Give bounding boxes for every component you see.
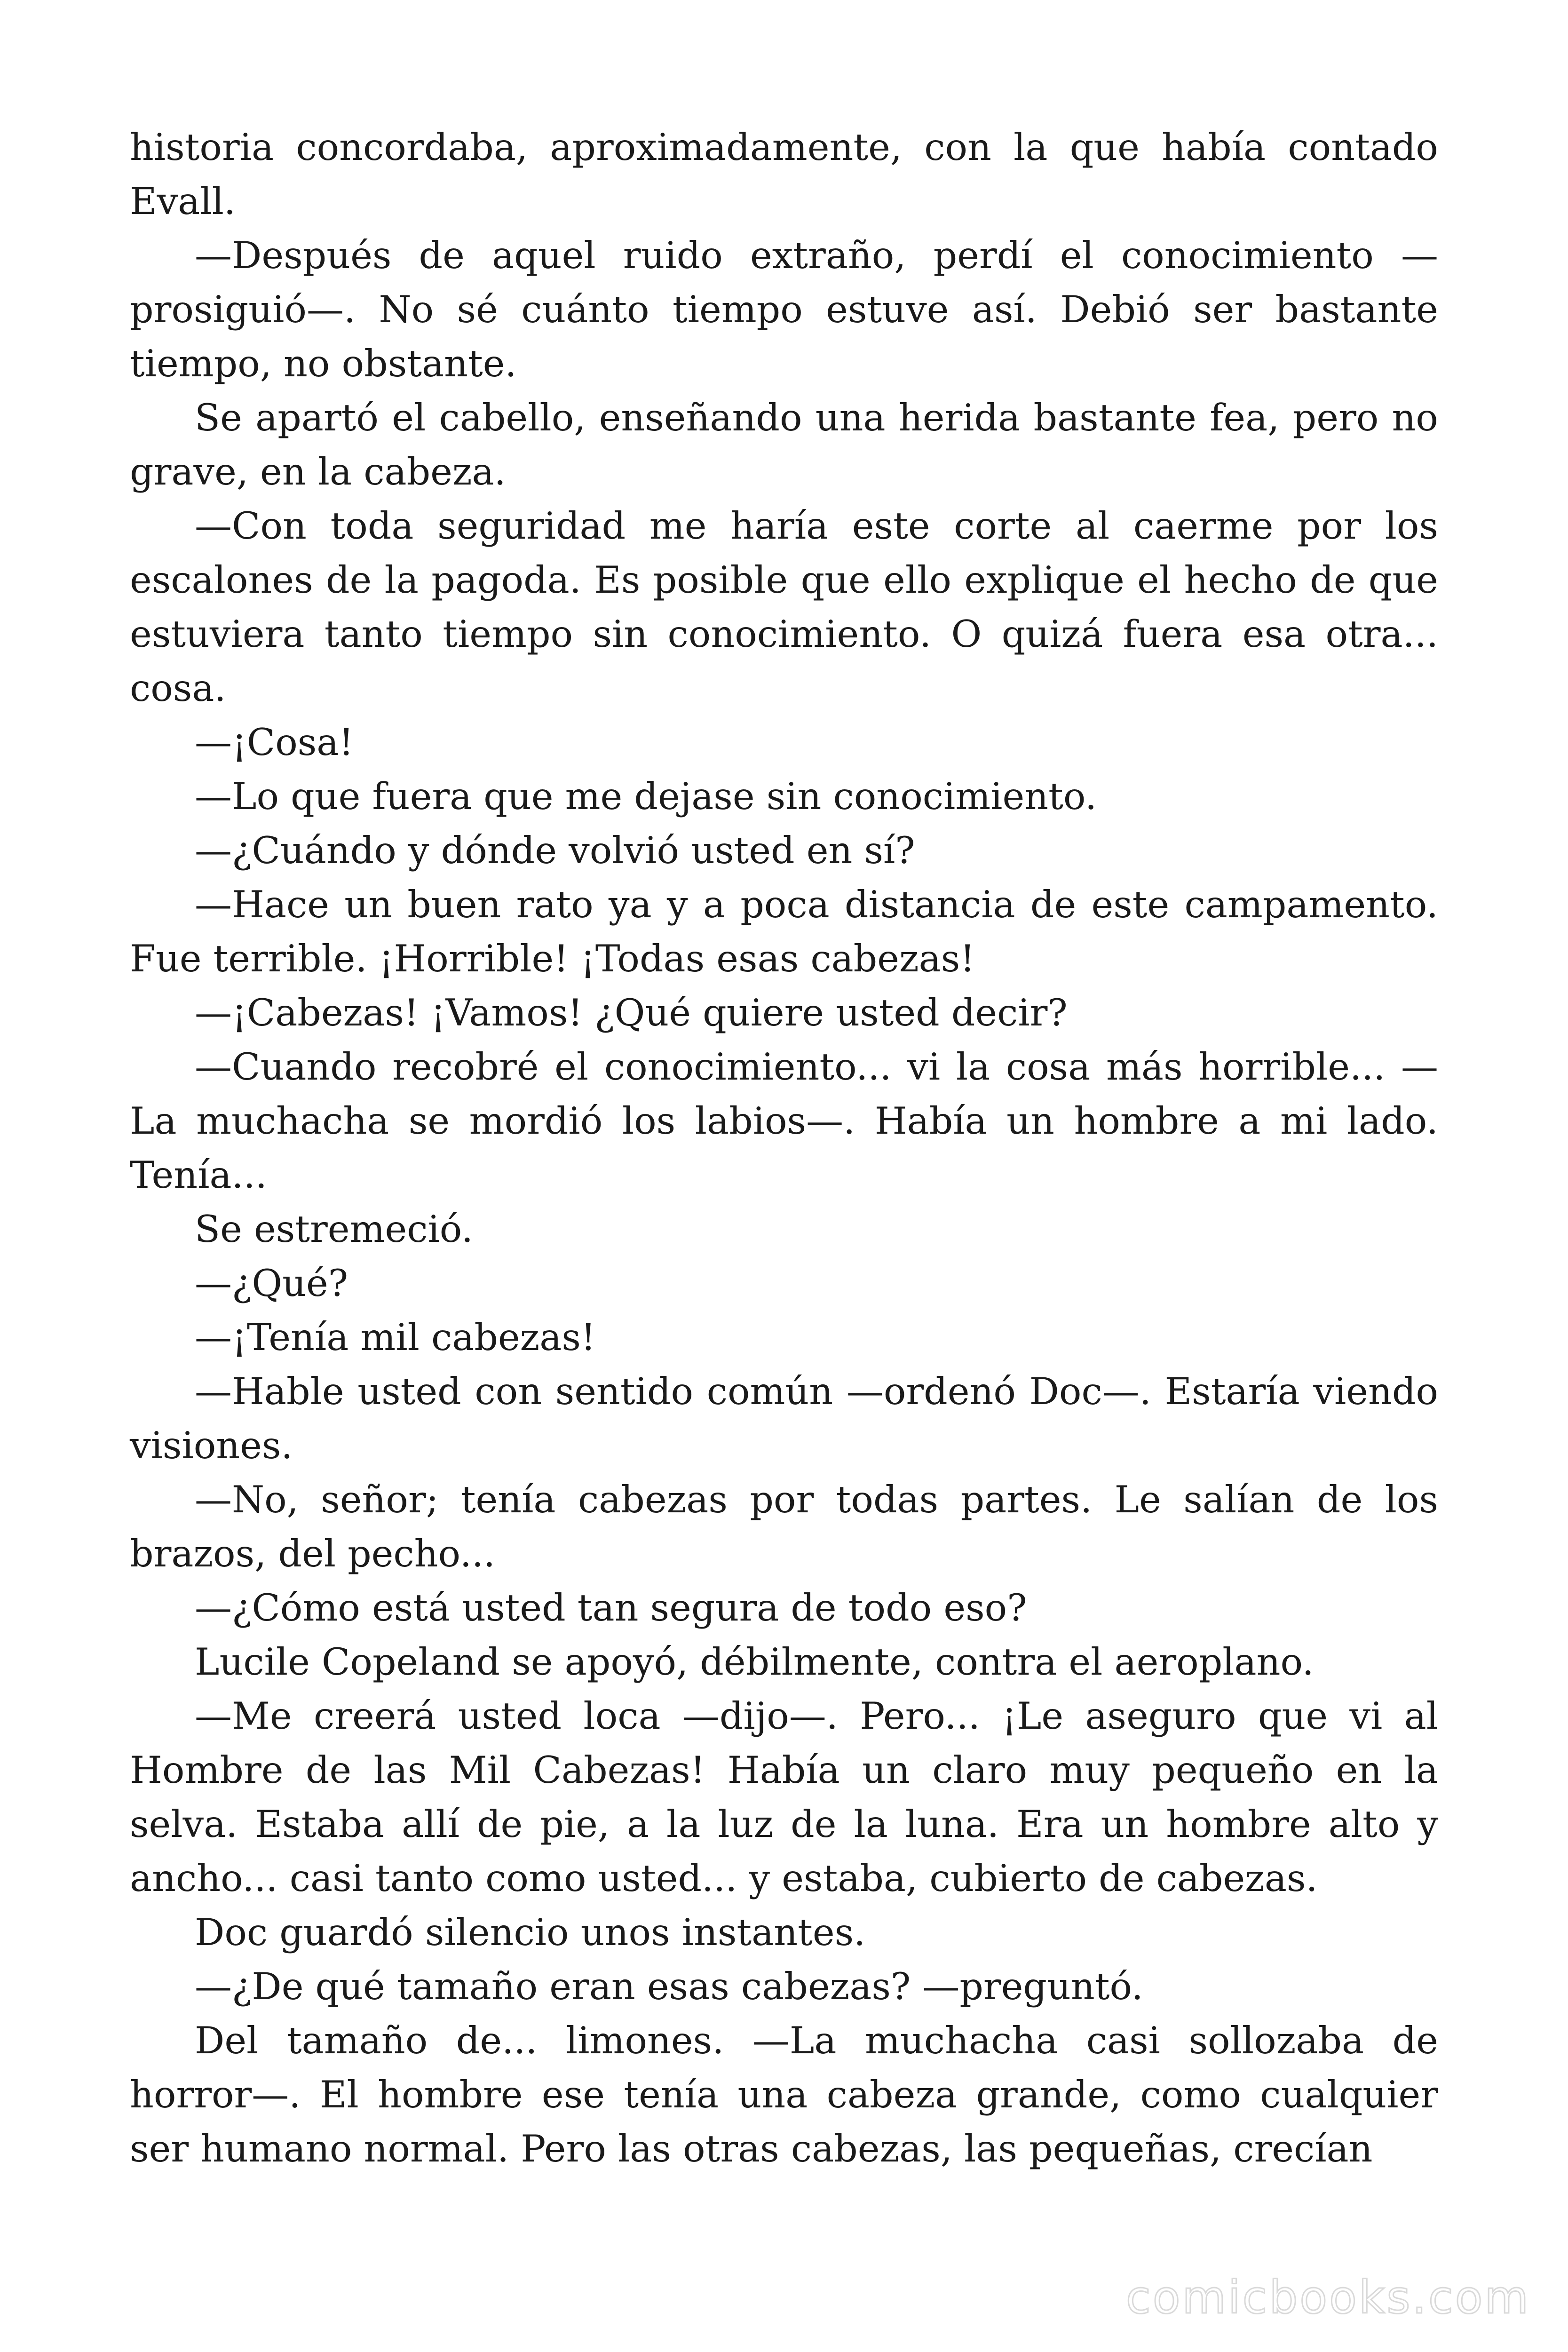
paragraph: —No, señor; tenía cabezas por todas partes. Le salían de los brazos, del pecho...	[130, 1478, 1438, 1575]
paragraph: —Hable usted con sentido común —ordenó Doc—. Estaría viendo visiones.	[130, 1370, 1438, 1467]
paragraph: historia concordaba, aproximadamente, con la que había contado Evall.	[130, 126, 1438, 223]
paragraph: —Cuando recobré el conocimiento... vi la cosa más horrible... —La muchacha se mordió los labios—. Había un hombre a mi lado. Tenía...	[130, 1045, 1438, 1197]
paragraph: —¡Tenía mil cabezas!	[195, 1316, 596, 1359]
paragraph: Lucile Copeland se apoyó, débilmente, contra el aeroplano.	[195, 1640, 1314, 1684]
paragraph: —¿Cómo está usted tan segura de todo eso?	[195, 1586, 1027, 1629]
paragraph: —Lo que fuera que me dejase sin conocimiento.	[195, 775, 1097, 818]
paragraph: —¿De qué tamaño eran esas cabezas? —preguntó.	[195, 1965, 1143, 2008]
paragraph: Doc guardó silencio unos instantes.	[195, 1911, 866, 1954]
watermark: comicbooks.com	[1125, 2271, 1530, 2324]
paragraph: —Me creerá usted loca —dijo—. Pero... ¡Le aseguro que vi al Hombre de las Mil Cabezas! Había un claro muy pequeño en la selva. Estaba allí de pie, a la luz de la luna. Era un hombre alto y ancho... casi tanto como usted... y estaba, cubierto de cabezas.	[130, 1694, 1438, 1900]
paragraph: —Después de aquel ruido extraño, perdí el conocimiento —prosiguió—. No sé cuánto tiempo estuve así. Debió ser bastante tiempo, no obstante.	[130, 234, 1438, 385]
paragraph: —Hace un buen rato ya y a poca distancia de este campamento. Fue terrible. ¡Horrible! ¡Todas esas cabezas!	[130, 883, 1438, 980]
paragraph: —¿Qué?	[195, 1262, 348, 1305]
paragraph: —Con toda seguridad me haría este corte al caerme por los escalones de la pagoda. Es posible que ello explique el hecho de que estuviera tanto tiempo sin conocimiento. O quizá fuera esa otra... cosa.	[130, 504, 1438, 710]
paragraph: Del tamaño de... limones. —La muchacha casi sollozaba de horror—. El hombre ese tenía una cabeza grande, como cualquier ser humano normal. Pero las otras cabezas, las pequeñas, crecían	[130, 2019, 1438, 2170]
paragraph: —¡Cabezas! ¡Vamos! ¿Qué quiere usted decir?	[195, 991, 1068, 1034]
paragraph: Se apartó el cabello, enseñando una herida bastante fea, pero no grave, en la cabeza.	[130, 396, 1438, 493]
paragraph: —¡Cosa!	[195, 721, 354, 764]
paragraph: Se estremeció.	[195, 1208, 473, 1251]
paragraph: —¿Cuándo y dónde volvió usted en sí?	[195, 829, 915, 872]
page-text-block	[130, 120, 1438, 2176]
